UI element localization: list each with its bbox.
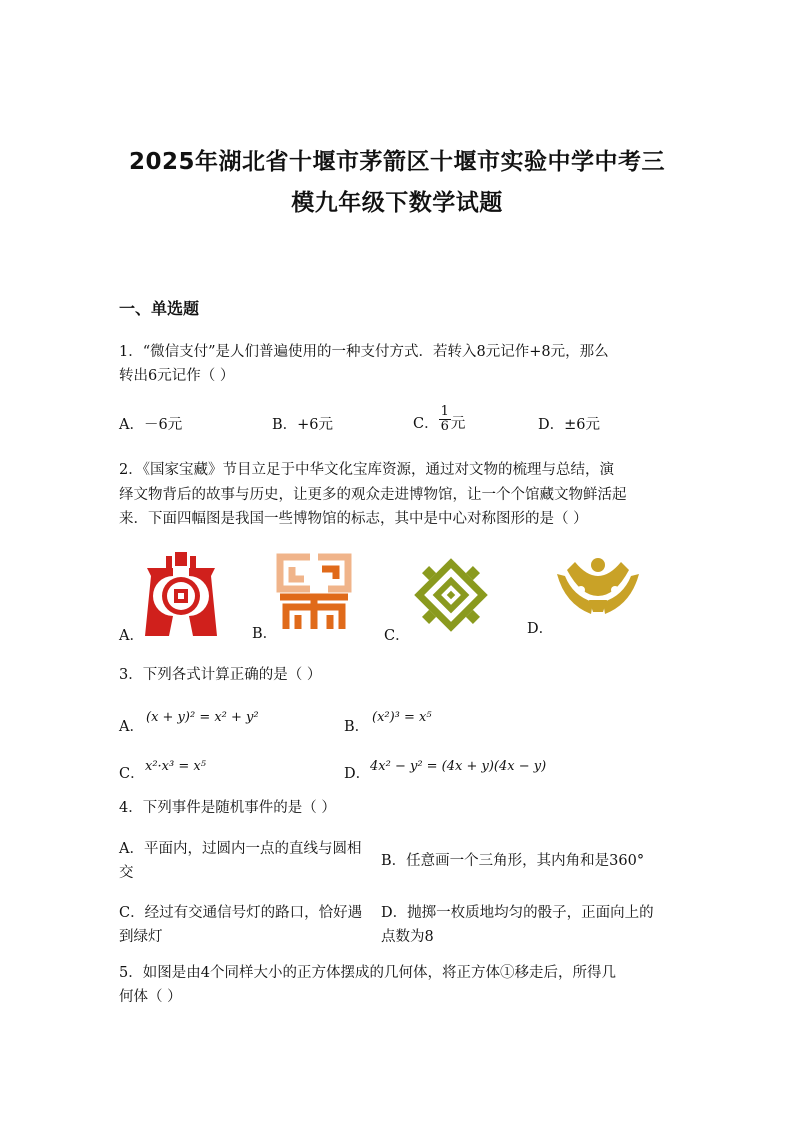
question-1-line1: 1．“微信支付”是人们普遍使用的一种支付方式．若转入8元记作+8元，那么 (119, 344, 609, 360)
q4-option-c-line2: 到绿灯 (119, 929, 163, 945)
question-2-line1: 2．《国家宝藏》节目立足于中华文化宝库资源，通过对文物的梳理与总结，演 (119, 462, 614, 478)
q2-option-d-logo (555, 556, 641, 616)
fraction-numerator: 1 (440, 404, 449, 419)
question-5-line2: 何体（ ） (119, 989, 182, 1005)
fraction-denominator: 6 (440, 419, 449, 434)
q2-option-d-label: D． (527, 621, 554, 637)
document-title-line1: 2025年湖北省十堰市茅箭区十堰市实验中学中考三 (128, 149, 665, 175)
q2-option-c-logo (410, 555, 492, 635)
question-3-stem: 3．下列各式计算正确的是（ ） (119, 667, 322, 683)
question-1-line2: 转出6元记作（ ） (119, 368, 235, 384)
q1-option-c-fraction (439, 405, 451, 434)
q1-option-b: B．+6元 (272, 417, 334, 433)
q1-option-c (413, 405, 465, 434)
q2-option-a-label: A． (119, 628, 144, 644)
question-4-stem: 4．下列事件是随机事件的是（ ） (119, 800, 336, 816)
q4-option-c-line1: C．经过有交通信号灯的路口，恰好遇 (119, 905, 363, 921)
q2-option-b-logo (276, 553, 352, 631)
q2-option-a-logo (143, 552, 219, 636)
q1-option-a: A．－6元 (119, 417, 183, 433)
q1-option-c-unit: 元 (450, 416, 466, 432)
document-title-line2: 模九年级下数学试题 (291, 190, 503, 216)
section-heading: 一、单选题 (119, 299, 200, 318)
question-2-line2: 绎文物背后的故事与历史，让更多的观众走进博物馆，让一个个馆藏文物鲜活起 (119, 487, 627, 503)
q1-option-c-label: C． (413, 416, 439, 432)
q3-option-c-label: C． (119, 766, 145, 782)
q1-option-d: D．±6元 (538, 417, 601, 433)
q3-option-a-expression: (x + y)² = x² + y² (146, 710, 259, 725)
q3-option-d-label: D． (344, 766, 371, 782)
question-5-line1: 5．如图是由4个同样大小的正方体摆成的几何体，将正方体①移走后，所得几 (119, 965, 616, 981)
q3-option-c-expression: x²·x³ = x⁵ (145, 759, 206, 774)
q3-option-d-expression: 4x² − y² = (4x + y)(4x − y) (370, 759, 547, 774)
q4-option-a-line1: A．平面内，过圆内一点的直线与圆相 (119, 841, 362, 857)
q4-option-a-line2: 交 (119, 865, 134, 881)
q3-option-b-expression: (x²)³ = x⁵ (372, 710, 432, 725)
question-2-line3: 来．下面四幅图是我国一些博物馆的标志，其中是中心对称图形的是（ ） (119, 511, 588, 527)
q4-option-d-line1: D．抛掷一枚质地均匀的骰子，正面向上的 (381, 905, 654, 921)
q4-option-b: B．任意画一个三角形，其内角和是360° (381, 853, 645, 869)
q3-option-b-label: B． (344, 719, 370, 735)
q2-option-c-label: C． (384, 628, 410, 644)
q4-option-d-line2: 点数为8 (381, 929, 434, 945)
q3-option-a-label: A． (119, 719, 144, 735)
q2-option-b-label: B． (252, 626, 278, 642)
